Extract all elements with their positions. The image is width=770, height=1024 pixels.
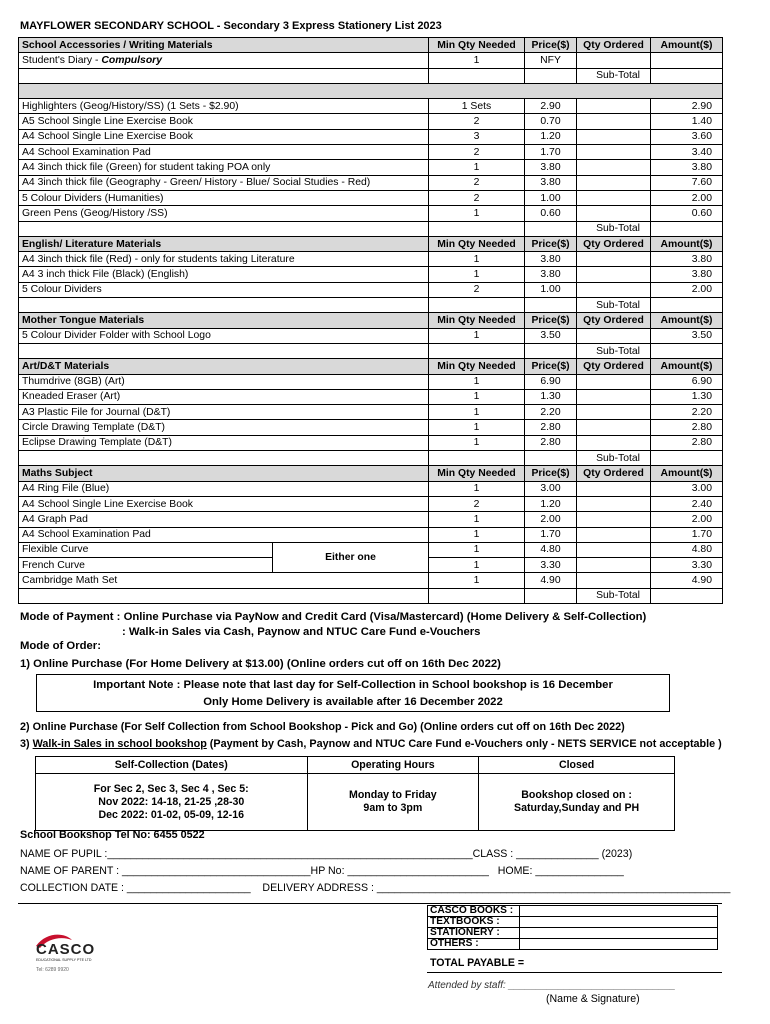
svg-text:CASCO: CASCO — [36, 941, 96, 958]
subtotal-row — [19, 221, 723, 236]
item-amount: 2.00 — [651, 512, 723, 527]
item-price: 1.70 — [525, 145, 577, 160]
divider — [18, 903, 722, 904]
subtotal-row — [19, 68, 723, 83]
amount-header: Amount($) — [651, 313, 723, 328]
item-row — [19, 542, 723, 557]
item-amount: 4.90 — [651, 573, 723, 588]
section-gap — [19, 83, 723, 98]
item-price: 6.90 — [525, 374, 577, 389]
item-qty-ordered[interactable] — [577, 374, 651, 389]
subtotal-spacer — [19, 451, 429, 466]
item-qty-ordered[interactable] — [577, 496, 651, 511]
section-header — [19, 359, 723, 374]
min-qty-header: Min Qty Needed — [429, 359, 525, 374]
item-price: 3.80 — [525, 252, 577, 267]
collection-header-hours: Operating Hours — [307, 757, 479, 774]
casco-logo — [34, 930, 144, 980]
item-amount: 2.40 — [651, 496, 723, 511]
gap-cell — [19, 83, 723, 98]
item-name: Kneaded Eraser (Art) — [19, 389, 429, 404]
amount-header: Amount($) — [651, 236, 723, 251]
price-header: Price($) — [525, 313, 577, 328]
item-row — [19, 267, 723, 282]
item-price: 3.30 — [525, 558, 577, 573]
item-price: 3.80 — [525, 160, 577, 175]
item-qty-ordered[interactable] — [577, 145, 651, 160]
item-price: 1.70 — [525, 527, 577, 542]
subtotal-amount[interactable] — [651, 588, 723, 603]
subtotal-row — [19, 451, 723, 466]
note-line-1: Important Note : Please note that last day for Self-Collection in School bookshop is 16 December — [93, 679, 613, 691]
item-name: A4 3inch thick file (Green) for student taking POA only — [19, 160, 429, 175]
subtotal-spacer — [429, 68, 525, 83]
item-qty-ordered[interactable] — [577, 175, 651, 190]
item-name: Thumdrive (8GB) (Art) — [19, 374, 429, 389]
item-min-qty: 1 — [429, 389, 525, 404]
subtotal-spacer — [525, 298, 577, 313]
item-qty-ordered[interactable] — [577, 190, 651, 205]
item-qty-ordered[interactable] — [577, 114, 651, 129]
price-header: Price($) — [525, 236, 577, 251]
item-qty-ordered[interactable] — [577, 542, 651, 557]
item-min-qty: 1 Sets — [429, 99, 525, 114]
collection-hours: Monday to Friday 9am to 3pm — [307, 774, 479, 831]
item-price: 2.80 — [525, 435, 577, 450]
item-name: 5 Colour Dividers (Humanities) — [19, 190, 429, 205]
item-name: A4 3 inch thick File (Black) (English) — [19, 267, 429, 282]
item-row — [19, 129, 723, 144]
payment-mode-line2: : Walk-in Sales via Cash, Paynow and NTUC Care Fund e-Vouchers — [122, 626, 481, 638]
item-name: Highlighters (Geog/History/SS) (1 Sets - $2.90) — [19, 99, 429, 114]
totals-table — [427, 905, 718, 950]
item-price: 4.90 — [525, 573, 577, 588]
item-row — [19, 206, 723, 221]
item-row — [19, 160, 723, 175]
stationery-table — [18, 37, 723, 604]
price-header: Price($) — [525, 466, 577, 481]
item-price: 1.30 — [525, 389, 577, 404]
item-amount: 3.80 — [651, 160, 723, 175]
item-row — [19, 389, 723, 404]
item-qty-ordered[interactable] — [577, 252, 651, 267]
important-note — [36, 674, 670, 712]
item-row — [19, 512, 723, 527]
item-name: Green Pens (Geog/History /SS) — [19, 206, 429, 221]
item-price: 0.70 — [525, 114, 577, 129]
item-price: 1.20 — [525, 496, 577, 511]
item-name: Eclipse Drawing Template (D&T) — [19, 435, 429, 450]
item-min-qty: 1 — [429, 420, 525, 435]
item-min-qty: 1 — [429, 542, 525, 557]
item-row — [19, 435, 723, 450]
item-amount: 1.70 — [651, 527, 723, 542]
item-row — [19, 145, 723, 160]
textbooks-label: TEXTBOOKS : — [428, 917, 520, 928]
item-row — [19, 527, 723, 542]
item-qty-ordered[interactable] — [577, 267, 651, 282]
stationery-label: STATIONERY : — [428, 928, 520, 939]
collection-dates: For Sec 2, Sec 3, Sec 4 , Sec 5: Nov 2022: 14-18, 21-25 ,28-30 Dec 2022: 01-02, 05-09, 12-16 — [36, 774, 308, 831]
subtotal-row — [19, 343, 723, 358]
min-qty-header: Min Qty Needed — [429, 466, 525, 481]
subtotal-amount[interactable] — [651, 68, 723, 83]
subtotal-label: Sub-Total — [577, 343, 651, 358]
item-price: 4.80 — [525, 542, 577, 557]
item-min-qty: 2 — [429, 282, 525, 297]
subtotal-label: Sub-Total — [577, 451, 651, 466]
item-name: A4 School Single Line Exercise Book — [19, 496, 429, 511]
item-min-qty: 1 — [429, 558, 525, 573]
subtotal-spacer — [525, 221, 577, 236]
item-amount: 2.80 — [651, 435, 723, 450]
item-qty-ordered[interactable] — [577, 405, 651, 420]
item-amount: 2.90 — [651, 99, 723, 114]
item-name: A5 School Single Line Exercise Book — [19, 114, 429, 129]
subtotal-spacer — [429, 451, 525, 466]
item-amount: 3.80 — [651, 267, 723, 282]
collection-table — [35, 756, 675, 831]
amount-header: Amount($) — [651, 359, 723, 374]
item-row — [19, 405, 723, 420]
subtotal-label: Sub-Total — [577, 221, 651, 236]
payable-rule — [427, 972, 722, 973]
bookshop-tel: School Bookshop Tel No: 6455 0522 — [20, 829, 205, 841]
item-min-qty: 1 — [429, 267, 525, 282]
item-price: 2.90 — [525, 99, 577, 114]
amount-header: Amount($) — [651, 38, 723, 53]
subtotal-spacer — [525, 343, 577, 358]
item-amount: 4.80 — [651, 542, 723, 557]
item-qty-ordered[interactable] — [577, 129, 651, 144]
subtotal-spacer — [525, 588, 577, 603]
item-min-qty: 1 — [429, 53, 525, 68]
subtotal-row — [19, 588, 723, 603]
item-min-qty: 2 — [429, 496, 525, 511]
section-header — [19, 466, 723, 481]
item-amount: 3.00 — [651, 481, 723, 496]
subtotal-spacer — [19, 298, 429, 313]
item-row — [19, 252, 723, 267]
item-amount: 3.60 — [651, 129, 723, 144]
svg-text:Tel: 6289 9920: Tel: 6289 9920 — [36, 967, 69, 973]
textbooks-value[interactable] — [520, 917, 718, 928]
stationery-value[interactable] — [520, 928, 718, 939]
item-qty-ordered[interactable] — [577, 160, 651, 175]
section-title: Mother Tongue Materials — [19, 313, 429, 328]
item-price: 2.00 — [525, 512, 577, 527]
item-min-qty: 1 — [429, 252, 525, 267]
item-name: French Curve — [19, 558, 273, 573]
item-price: 3.80 — [525, 175, 577, 190]
subtotal-amount[interactable] — [651, 343, 723, 358]
item-name: Student's Diary - Compulsory — [19, 53, 429, 68]
qty-ordered-header: Qty Ordered — [577, 359, 651, 374]
item-row — [19, 175, 723, 190]
subtotal-spacer — [19, 68, 429, 83]
section-title: Art/D&T Materials — [19, 359, 429, 374]
item-min-qty: 3 — [429, 129, 525, 144]
item-qty-ordered[interactable] — [577, 481, 651, 496]
item-amount: 6.90 — [651, 374, 723, 389]
document-title: MAYFLOWER SECONDARY SCHOOL - Secondary 3 Express Stationery List 2023 — [20, 20, 442, 32]
others-label: OTHERS : — [428, 939, 520, 950]
casco-books-value[interactable] — [520, 906, 718, 917]
section-header — [19, 313, 723, 328]
item-amount: 1.30 — [651, 389, 723, 404]
item-row — [19, 328, 723, 343]
min-qty-header: Min Qty Needed — [429, 38, 525, 53]
section-title: Maths Subject — [19, 466, 429, 481]
item-price: 2.80 — [525, 420, 577, 435]
attended-by-staff: Attended by staff: ______________________________ — [428, 980, 676, 991]
item-price: NFY — [525, 53, 577, 68]
item-amount: 2.20 — [651, 405, 723, 420]
item-row — [19, 374, 723, 389]
subtotal-spacer — [19, 221, 429, 236]
item-name: A4 School Examination Pad — [19, 527, 429, 542]
subtotal-spacer — [525, 451, 577, 466]
item-amount — [651, 53, 723, 68]
section-title: School Accessories / Writing Materials — [19, 38, 429, 53]
subtotal-spacer — [429, 343, 525, 358]
item-name: Flexible Curve — [19, 542, 273, 557]
item-price: 1.20 — [525, 129, 577, 144]
walk-in-sales-link: Walk-in Sales in school bookshop — [32, 738, 207, 750]
price-header: Price($) — [525, 38, 577, 53]
order-option-1: 1) Online Purchase (For Home Delivery at $13.00) (Online orders cut off on 16th Dec 2022) — [20, 658, 501, 670]
svg-text:EDUCATIONAL SUPPLY PTE LTD: EDUCATIONAL SUPPLY PTE LTD — [36, 958, 92, 962]
item-min-qty: 1 — [429, 160, 525, 175]
item-min-qty: 1 — [429, 573, 525, 588]
subtotal-spacer — [429, 588, 525, 603]
either-one-label: Either one — [273, 542, 429, 573]
subtotal-amount[interactable] — [651, 451, 723, 466]
item-row — [19, 420, 723, 435]
item-min-qty: 1 — [429, 206, 525, 221]
collection-closed: Bookshop closed on : Saturday,Sunday and PH — [479, 774, 675, 831]
parent-name-field: NAME OF PARENT : ________________________________HP No: ________________________ HOME: _______________ — [20, 865, 624, 877]
item-row — [19, 190, 723, 205]
others-value[interactable] — [520, 939, 718, 950]
item-amount: 0.60 — [651, 206, 723, 221]
item-row — [19, 573, 723, 588]
subtotal-label: Sub-Total — [577, 68, 651, 83]
item-amount: 3.50 — [651, 328, 723, 343]
item-row — [19, 481, 723, 496]
item-qty-ordered[interactable] — [577, 389, 651, 404]
qty-ordered-header: Qty Ordered — [577, 38, 651, 53]
amount-header: Amount($) — [651, 466, 723, 481]
item-row — [19, 99, 723, 114]
item-amount: 1.40 — [651, 114, 723, 129]
qty-ordered-header: Qty Ordered — [577, 236, 651, 251]
item-name: A4 Graph Pad — [19, 512, 429, 527]
subtotal-amount[interactable] — [651, 221, 723, 236]
item-name: A4 3inch thick file (Red) - only for students taking Literature — [19, 252, 429, 267]
item-qty-ordered[interactable] — [577, 206, 651, 221]
item-amount: 3.30 — [651, 558, 723, 573]
item-amount: 3.80 — [651, 252, 723, 267]
min-qty-header: Min Qty Needed — [429, 313, 525, 328]
item-qty-ordered[interactable] — [577, 53, 651, 68]
item-qty-ordered[interactable] — [577, 99, 651, 114]
item-row — [19, 53, 723, 68]
subtotal-spacer — [19, 588, 429, 603]
item-min-qty: 1 — [429, 435, 525, 450]
item-amount: 7.60 — [651, 175, 723, 190]
item-name: A4 Ring File (Blue) — [19, 481, 429, 496]
note-line-2: Only Home Delivery is available after 16 December 2022 — [203, 696, 503, 708]
item-qty-ordered[interactable] — [577, 573, 651, 588]
item-qty-ordered[interactable] — [577, 512, 651, 527]
payment-mode-line1: Mode of Payment : Online Purchase via PayNow and Credit Card (Visa/Mastercard) (Home Delivery & Self-Collection) — [20, 611, 647, 623]
item-min-qty: 2 — [429, 190, 525, 205]
order-mode-heading: Mode of Order: — [20, 640, 101, 652]
item-name: A3 Plastic File for Journal (D&T) — [19, 405, 429, 420]
item-min-qty: 1 — [429, 527, 525, 542]
subtotal-spacer — [19, 343, 429, 358]
item-min-qty: 2 — [429, 145, 525, 160]
item-qty-ordered[interactable] — [577, 282, 651, 297]
qty-ordered-header: Qty Ordered — [577, 466, 651, 481]
item-amount: 2.00 — [651, 190, 723, 205]
subtotal-spacer — [525, 68, 577, 83]
item-amount: 2.80 — [651, 420, 723, 435]
item-price: 1.00 — [525, 282, 577, 297]
qty-ordered-header: Qty Ordered — [577, 313, 651, 328]
item-qty-ordered[interactable] — [577, 527, 651, 542]
item-price: 3.80 — [525, 267, 577, 282]
item-min-qty: 1 — [429, 481, 525, 496]
item-min-qty: 2 — [429, 175, 525, 190]
item-min-qty: 2 — [429, 114, 525, 129]
subtotal-label: Sub-Total — [577, 298, 651, 313]
collection-date-field: COLLECTION DATE : _____________________ DELIVERY ADDRESS : ____________________________________________________________ — [20, 882, 731, 894]
item-name: 5 Colour Dividers — [19, 282, 429, 297]
item-min-qty: 1 — [429, 512, 525, 527]
subtotal-amount[interactable] — [651, 298, 723, 313]
item-name: A4 3inch thick file (Geography - Green/ History - Blue/ Social Studies - Red) — [19, 175, 429, 190]
collection-header-dates: Self-Collection (Dates) — [36, 757, 308, 774]
price-header: Price($) — [525, 359, 577, 374]
section-header — [19, 236, 723, 251]
subtotal-spacer — [429, 221, 525, 236]
item-min-qty: 1 — [429, 405, 525, 420]
item-price: 3.00 — [525, 481, 577, 496]
item-qty-ordered[interactable] — [577, 420, 651, 435]
item-amount: 3.40 — [651, 145, 723, 160]
item-qty-ordered[interactable] — [577, 558, 651, 573]
section-title: English/ Literature Materials — [19, 236, 429, 251]
item-name: 5 Colour Divider Folder with School Logo — [19, 328, 429, 343]
item-price: 0.60 — [525, 206, 577, 221]
order-option-3: 3) Walk-in Sales in school bookshop (Payment by Cash, Paynow and NTUC Care Fund e-Vouchers only - NETS SERVICE not acceptable ) — [20, 738, 722, 750]
collection-header-closed: Closed — [479, 757, 675, 774]
section-header — [19, 38, 723, 53]
item-name: Circle Drawing Template (D&T) — [19, 420, 429, 435]
min-qty-header: Min Qty Needed — [429, 236, 525, 251]
pupil-name-field: NAME OF PUPIL :______________________________________________________________CLASS : ______________ (2023) — [20, 848, 633, 860]
item-min-qty: 1 — [429, 374, 525, 389]
item-row — [19, 114, 723, 129]
name-signature-caption: (Name & Signature) — [546, 993, 640, 1005]
item-min-qty: 1 — [429, 328, 525, 343]
item-qty-ordered[interactable] — [577, 328, 651, 343]
item-row — [19, 496, 723, 511]
item-name: Cambridge Math Set — [19, 573, 429, 588]
item-price: 2.20 — [525, 405, 577, 420]
total-payable: TOTAL PAYABLE = — [430, 957, 525, 969]
item-price: 1.00 — [525, 190, 577, 205]
casco-books-label: CASCO BOOKS : — [428, 906, 520, 917]
subtotal-row — [19, 298, 723, 313]
item-name: A4 School Single Line Exercise Book — [19, 129, 429, 144]
item-row — [19, 282, 723, 297]
item-name: A4 School Examination Pad — [19, 145, 429, 160]
item-qty-ordered[interactable] — [577, 435, 651, 450]
subtotal-spacer — [429, 298, 525, 313]
subtotal-label: Sub-Total — [577, 588, 651, 603]
item-amount: 2.00 — [651, 282, 723, 297]
item-price: 3.50 — [525, 328, 577, 343]
order-option-2: 2) Online Purchase (For Self Collection from School Bookshop - Pick and Go) (Online orders cut off on 16th Dec 2022) — [20, 721, 625, 733]
